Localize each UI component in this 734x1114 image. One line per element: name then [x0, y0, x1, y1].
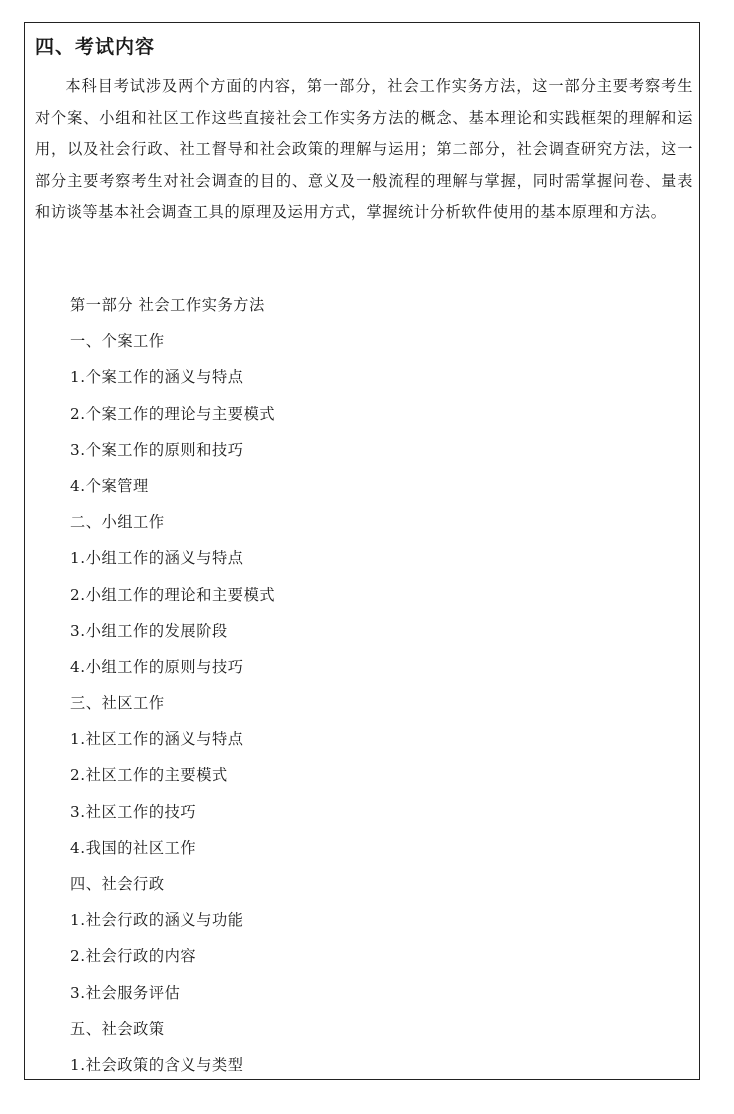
outline-item: 4.我国的社区工作 — [70, 838, 197, 857]
outline-item: 3.小组工作的发展阶段 — [70, 621, 228, 640]
outline-item: 1.社会行政的涵义与功能 — [70, 911, 244, 930]
outline-item: 3.社区工作的技巧 — [70, 802, 197, 821]
exam-outline-list — [35, 287, 693, 1080]
outline-item: 1.社会政策的含义与类型 — [70, 1055, 244, 1074]
outline-part-heading: 第一部分 社会工作实务方法 — [70, 296, 265, 314]
outline-item: 3.个案工作的原则和技巧 — [70, 440, 244, 459]
outline-item: 1.个案工作的涵义与特点 — [70, 368, 244, 387]
outline-item: 2.社会行政的内容 — [70, 947, 197, 966]
outline-item: 2.社区工作的主要模式 — [70, 766, 228, 785]
outline-item: 2.个案工作的理论与主要模式 — [70, 404, 276, 423]
outline-chapter-heading: 五、社会政策 — [70, 1019, 165, 1038]
outline-chapter-heading: 二、小组工作 — [70, 513, 165, 532]
outline-item: 3.社会服务评估 — [70, 983, 181, 1002]
outline-item: 1.社区工作的涵义与特点 — [70, 730, 244, 749]
outline-chapter-heading: 四、社会行政 — [70, 875, 165, 893]
content-frame — [24, 22, 700, 1080]
outline-item: 4.小组工作的原则与技巧 — [70, 657, 244, 676]
outline-chapter-heading: 三、社区工作 — [70, 694, 165, 713]
section-heading: 四、考试内容 — [35, 36, 156, 58]
outline-item: 4.个案管理 — [70, 476, 149, 495]
outline-chapter-heading: 一、个案工作 — [70, 332, 165, 351]
outline-item: 2.小组工作的理论和主要模式 — [70, 585, 276, 604]
intro-paragraph: 本科目考试涉及两个方面的内容，第一部分，社会工作实务方法，这一部分主要考察考生对个案、小组和社区工作这些直接社会工作实务方法的概念、基本理论和实践框架的理解和运用，以及社会行政、社工督导和社会政策的理解与运用；第二部分，社会调查研究方法，这一部分主要考察考生对社会调查的目的、意义及一般流程的理解与掌握，同时需掌握问卷、量表和访谈等基本社会调查工具的原理及运用方式，掌握统计分析软件使用的基本原理和方法。 — [35, 77, 693, 221]
outline-item: 1.小组工作的涵义与特点 — [70, 549, 244, 568]
